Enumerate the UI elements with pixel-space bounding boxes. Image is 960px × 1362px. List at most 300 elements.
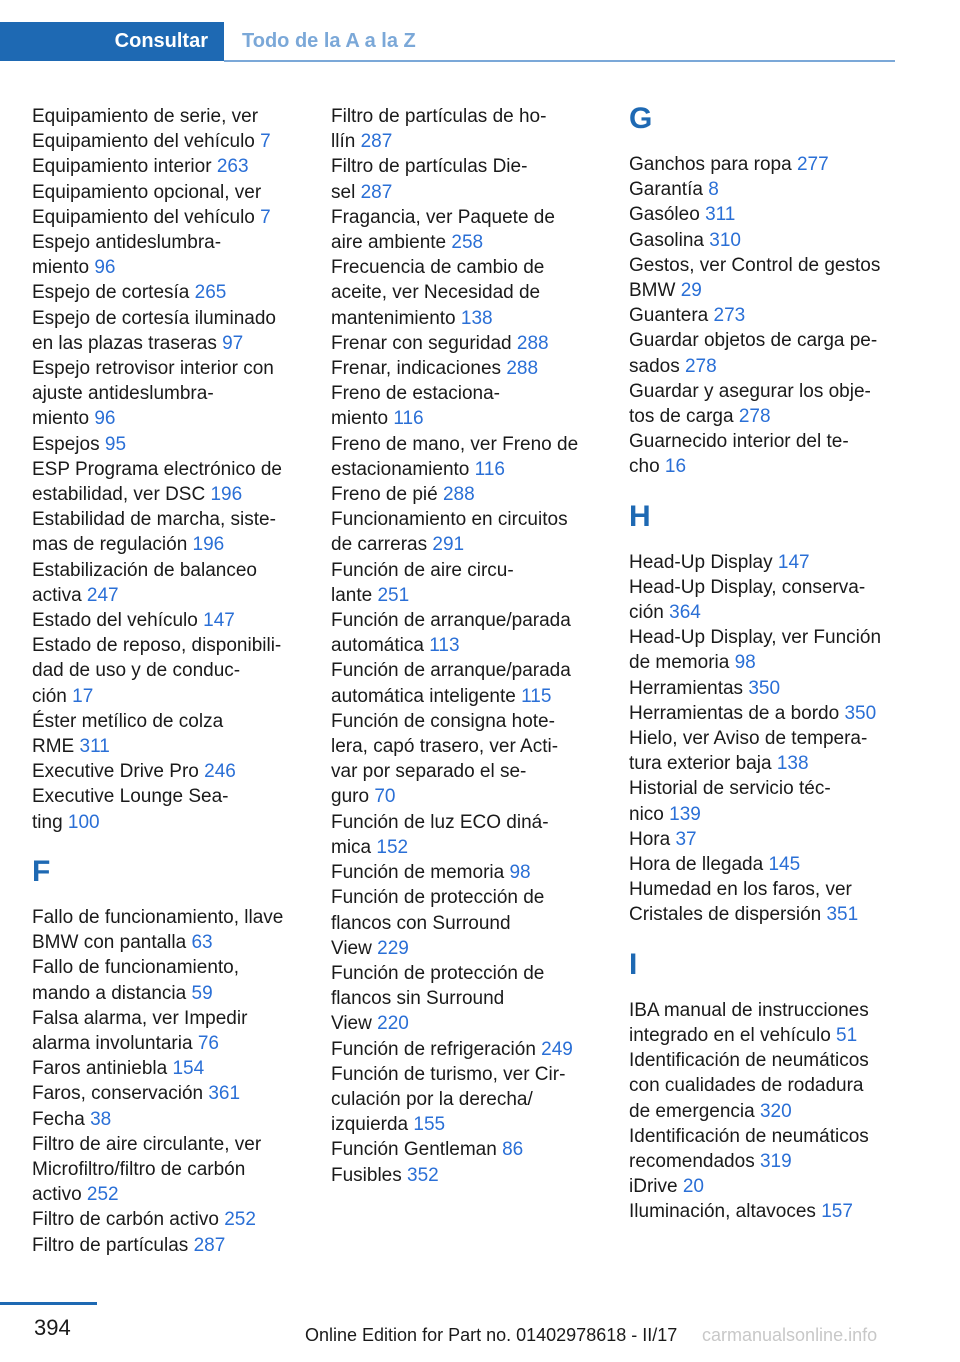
section-letter: I	[629, 947, 638, 981]
index-entry-label: estabilidad, ver DSC	[32, 484, 206, 506]
page-reference-link[interactable]: 310	[709, 229, 741, 251]
index-entry	[32, 356, 302, 432]
index-entry-text	[32, 280, 302, 305]
page-reference-link[interactable]: 115	[521, 685, 552, 707]
index-entry-text	[32, 1207, 302, 1232]
index-entry	[32, 432, 302, 457]
page-reference-link[interactable]: 155	[413, 1114, 446, 1136]
index-entry	[331, 860, 601, 885]
index-entry-text	[32, 457, 302, 482]
page-reference-link[interactable]: 138	[776, 753, 809, 775]
index-entry	[629, 1124, 899, 1174]
index-entry-text	[331, 961, 601, 986]
index-entry	[629, 575, 899, 625]
index-entry-text	[331, 331, 601, 356]
index-entry-text	[331, 608, 601, 633]
index-entry	[331, 331, 601, 356]
index-entry-label: estacionamiento	[331, 458, 470, 480]
index-entry-text	[32, 507, 302, 532]
page-reference-link[interactable]: 17	[72, 685, 94, 707]
index-entry-label: Identificación de neumáticos	[629, 1125, 869, 1147]
page-reference-link[interactable]: 258	[451, 232, 484, 254]
index-entry-label: lera, capó trasero, ver Acti-	[331, 736, 559, 758]
index-entry-text	[629, 152, 899, 177]
index-entry	[331, 482, 601, 507]
index-entry	[32, 507, 302, 557]
index-entry	[32, 558, 302, 608]
page-reference-link[interactable]: 59	[191, 982, 213, 1004]
index-entry-text	[331, 482, 601, 507]
section-letter: G	[629, 102, 653, 135]
index-entry	[32, 1233, 302, 1258]
page-reference-link[interactable]: 97	[222, 332, 244, 354]
index-entry-text	[629, 827, 899, 852]
index-entry-text	[629, 228, 899, 253]
index-entry-label: Espejo de cortesía iluminado	[32, 307, 276, 329]
index-entry-label: guro	[331, 786, 370, 808]
index-entry-text	[629, 751, 899, 776]
index-entry-label: Filtro de partículas de ho-	[331, 106, 547, 127]
index-entry-label: Humedad en los faros, ver	[629, 879, 852, 901]
index-entry-label: lante	[331, 584, 373, 606]
tab-todo-de-la-a-a-la-z[interactable]: Todo de la A a la Z	[242, 30, 416, 52]
index-entry-text	[32, 381, 302, 406]
index-entry	[32, 457, 302, 507]
index-entry-text	[32, 306, 302, 331]
index-entry	[331, 104, 601, 154]
index-entry	[32, 633, 302, 709]
index-entry	[629, 998, 899, 1048]
index-entry-text	[32, 406, 302, 431]
index-entry-text	[32, 810, 302, 835]
index-entry-label: Función de protección de	[331, 962, 545, 984]
index-entry-text	[331, 104, 601, 129]
index-entry-text	[32, 331, 302, 356]
index-entry-text	[629, 802, 899, 827]
page-reference-link[interactable]: 98	[734, 652, 756, 674]
page-reference-link[interactable]: 147	[777, 551, 810, 573]
index-entry-text	[331, 810, 601, 835]
index-entry	[32, 905, 302, 955]
index-entry-label: IBA manual de instrucciones	[629, 999, 869, 1021]
index-entry-text	[629, 278, 899, 303]
index-entry	[32, 306, 302, 356]
page-reference-link[interactable]: 251	[377, 584, 410, 606]
index-entry-text	[331, 1087, 601, 1112]
page-reference-link[interactable]: 51	[836, 1024, 858, 1046]
page-reference-link[interactable]: 138	[460, 307, 493, 329]
index-entry-label: Fragancia, ver Paquete de	[331, 206, 555, 228]
index-column-1	[32, 104, 302, 1258]
index-entry-label: Frenar con seguridad	[331, 332, 512, 354]
index-entry-text	[32, 734, 302, 759]
index-entry-label: con cualidades de rodadura	[629, 1075, 864, 1097]
index-entry-text	[331, 356, 601, 381]
page-reference-link[interactable]: 100	[67, 811, 100, 833]
index-entry-text	[331, 255, 601, 280]
index-entry	[331, 709, 601, 810]
index-entry-label: Faros antiniebla	[32, 1058, 168, 1080]
page-reference-link[interactable]: 145	[768, 854, 801, 876]
page-reference-link[interactable]: 249	[541, 1038, 573, 1060]
index-entry-text	[331, 406, 601, 431]
page-reference-link[interactable]: 86	[502, 1139, 524, 1161]
index-entry-text	[629, 998, 899, 1023]
page-reference-link[interactable]: 350	[748, 677, 781, 699]
index-entry-label: sel	[331, 181, 356, 203]
index-entry-label: activa	[32, 584, 82, 606]
index-entry	[331, 1062, 601, 1138]
page-reference-link[interactable]: 361	[208, 1083, 241, 1105]
index-entry	[629, 877, 899, 927]
page-reference-link[interactable]: 139	[669, 803, 701, 825]
index-entry-label: Filtro de aire circulante, ver	[32, 1133, 262, 1155]
page-reference-link[interactable]: 220	[377, 1013, 409, 1035]
index-entry-label: Iluminación, altavoces	[629, 1201, 816, 1223]
index-entry-text	[331, 734, 601, 759]
index-entry-label: Cristales de dispersión	[629, 904, 822, 926]
index-entry-label: culación por la derecha/	[331, 1088, 533, 1110]
index-entry	[331, 1163, 601, 1188]
index-entry-text	[331, 306, 601, 331]
index-entry-text	[32, 1006, 302, 1031]
index-entry-label: Freno de mano, ver Freno de	[331, 433, 579, 455]
index-entry	[629, 827, 899, 852]
index-column-2	[331, 104, 601, 1188]
page-reference-link[interactable]: 196	[192, 534, 225, 556]
page-reference-link[interactable]: 278	[684, 355, 717, 377]
index-entry-label: Gasolina	[629, 229, 704, 251]
index-entry-text	[32, 1031, 302, 1056]
index-entry-label: Filtro de partículas Die-	[331, 156, 528, 178]
index-entry	[331, 558, 601, 608]
page-reference-link[interactable]: 319	[759, 1150, 792, 1172]
page-reference-link[interactable]: 252	[224, 1209, 256, 1231]
index-entry	[32, 180, 302, 230]
page-reference-link[interactable]: 157	[821, 1201, 853, 1223]
page-reference-link[interactable]: 147	[203, 610, 235, 632]
index-entry-text	[331, 1062, 601, 1087]
index-entry-text	[331, 860, 601, 885]
index-entry	[629, 253, 899, 303]
index-entry-label: Estabilización de balanceo	[32, 559, 257, 581]
page-reference-link[interactable]: 116	[474, 458, 505, 480]
page-reference-link[interactable]: 265	[194, 282, 227, 304]
index-entry-label: Herramientas de a bordo	[629, 702, 840, 724]
index-entry	[331, 1037, 601, 1062]
index-entry-text	[331, 709, 601, 734]
index-entry	[32, 280, 302, 305]
index-entry	[32, 154, 302, 179]
index-entry-label: Espejo retrovisor interior con	[32, 358, 274, 380]
index-entry-text	[629, 202, 899, 227]
index-entry-text	[331, 986, 601, 1011]
index-entry-text	[331, 911, 601, 936]
index-entry-text	[629, 328, 899, 353]
page-reference-link[interactable]: 95	[104, 433, 127, 455]
page-reference-link[interactable]: 288	[506, 358, 539, 380]
page-reference-link[interactable]: 63	[191, 932, 213, 954]
index-entry-text	[32, 129, 302, 154]
index-entry-label: Head-Up Display	[629, 551, 773, 573]
index-entry	[331, 1137, 601, 1162]
index-entry-label: Hora	[629, 828, 671, 850]
index-entry-text	[629, 575, 899, 600]
page-reference-link[interactable]: 246	[204, 761, 236, 783]
index-entry-label: ción	[629, 602, 664, 624]
tab-consultar[interactable]: Consultar	[0, 22, 224, 61]
page-reference-link[interactable]: 8	[708, 179, 719, 201]
page-reference-link[interactable]: 116	[393, 408, 424, 430]
index-entry-text	[629, 177, 899, 202]
index-entry-label: Guarnecido interior del te-	[629, 431, 849, 453]
page-reference-link[interactable]: 288	[442, 484, 475, 506]
index-entry-label: aire ambiente	[331, 232, 447, 254]
page-reference-link[interactable]: 252	[86, 1184, 119, 1206]
page-reference-link[interactable]: 113	[429, 635, 460, 657]
page-reference-link[interactable]: 76	[197, 1032, 219, 1054]
index-entry	[629, 429, 899, 479]
index-entry-text	[331, 885, 601, 910]
index-entry-label: var por separado el se-	[331, 761, 527, 783]
index-entry-text	[32, 658, 302, 683]
index-entry-label: View	[331, 937, 372, 959]
index-entry-text	[32, 759, 302, 784]
index-entry	[32, 784, 302, 834]
index-entry-label: Estado del vehículo	[32, 610, 198, 632]
index-entry-text	[331, 936, 601, 961]
page-reference-link[interactable]: 96	[94, 408, 116, 430]
index-entry-label: Executive Drive Pro	[32, 761, 199, 783]
index-entry	[32, 1207, 302, 1232]
page-reference-link[interactable]: 288	[516, 332, 549, 354]
index-entry-label: Historial de servicio téc-	[629, 778, 831, 800]
index-entry-text	[629, 1149, 899, 1174]
index-entry-label: Función de refrigeración	[331, 1038, 536, 1060]
index-entry-label: Fecha	[32, 1108, 85, 1130]
index-entry-text	[32, 1107, 302, 1132]
index-entry-label: mantenimiento	[331, 307, 456, 329]
edition-note: Online Edition for Part no. 01402978618 - II/17	[305, 1325, 678, 1345]
index-entry-label: llín	[331, 131, 356, 153]
index-entry-label: iDrive	[629, 1176, 678, 1198]
index-entry-label: Función de arranque/parada	[331, 660, 571, 682]
index-entry	[629, 328, 899, 378]
page-reference-link[interactable]: 351	[826, 904, 859, 926]
index-entry-label: integrado en el vehículo	[629, 1024, 831, 1046]
index-entry-text	[629, 902, 899, 927]
page-reference-link[interactable]: 16	[664, 456, 687, 478]
page-reference-link[interactable]: 7	[260, 206, 271, 228]
index-entry-label: Garantía	[629, 179, 703, 201]
index-entry-text	[331, 684, 601, 709]
index-entry-label: View	[331, 1013, 372, 1035]
index-entry-text	[331, 1163, 601, 1188]
section-letter: H	[629, 499, 651, 533]
index-entry-text	[32, 154, 302, 179]
index-entry-text	[331, 759, 601, 784]
index-entry-label: dad de uso y de conduc-	[32, 660, 241, 682]
page-reference-link[interactable]: 287	[360, 131, 393, 153]
index-entry-text	[331, 381, 601, 406]
index-entry-text	[32, 633, 302, 658]
index-entry-label: izquierda	[331, 1114, 409, 1136]
watermark: carmanualsonline.info	[702, 1325, 878, 1345]
index-entry-label: Frecuencia de cambio de	[331, 257, 545, 279]
index-entry-text	[331, 558, 601, 583]
page-reference-link[interactable]: 364	[669, 602, 701, 624]
index-entry-text	[32, 180, 302, 205]
index-entry-text	[32, 1081, 302, 1106]
index-entry-label: Estado de reposo, disponibili-	[32, 635, 282, 657]
index-entry-label: Función de arranque/parada	[331, 610, 571, 632]
page-reference-link[interactable]: 154	[172, 1058, 205, 1080]
page-reference-link[interactable]: 29	[680, 280, 702, 302]
page-reference-link[interactable]: 247	[86, 584, 119, 606]
index-entry-label: Equipamiento opcional, ver	[32, 181, 262, 203]
page-reference-link[interactable]: 352	[407, 1164, 439, 1186]
index-entry	[331, 885, 601, 961]
index-entry-label: Faros, conservación	[32, 1083, 204, 1105]
page-reference-link[interactable]: 98	[509, 862, 531, 884]
index-entry	[32, 709, 302, 759]
index-entry-label: Fallo de funcionamiento,	[32, 957, 240, 979]
index-column-3	[629, 104, 899, 1225]
index-entry-label: recomendados	[629, 1150, 755, 1172]
index-entry-label: tura exterior baja	[629, 753, 772, 775]
index-entry	[331, 205, 601, 255]
index-entry	[629, 379, 899, 429]
page-reference-link[interactable]: 277	[796, 154, 829, 175]
index-entry-text	[629, 600, 899, 625]
index-entry	[331, 961, 601, 1037]
index-entry-text	[32, 255, 302, 280]
index-entry-label: Guardar y asegurar los obje-	[629, 380, 871, 402]
index-entry-label: sados	[629, 355, 680, 377]
index-entry-text	[32, 1233, 302, 1258]
page-reference-link[interactable]: 311	[705, 204, 736, 226]
index-entry-label: de memoria	[629, 652, 730, 674]
index-entry	[331, 608, 601, 658]
index-entry-text	[32, 784, 302, 809]
index-entry-text	[629, 404, 899, 429]
index-entry	[629, 676, 899, 701]
index-entry	[629, 1174, 899, 1199]
index-entry-label: tos de carga	[629, 406, 734, 428]
page-reference-link[interactable]: 37	[675, 828, 697, 850]
index-entry-label: Espejo antideslumbra-	[32, 232, 222, 254]
page-reference-link[interactable]: 7	[260, 131, 271, 153]
index-entry-label: Guardar objetos de carga pe-	[629, 330, 878, 352]
index-entry-label: flancos con Surround	[331, 912, 511, 934]
index-entry-label: Executive Lounge Sea-	[32, 786, 229, 808]
index-entry-label: activo	[32, 1184, 82, 1206]
index-entry-label: Estabilidad de marcha, siste-	[32, 509, 276, 531]
index-entry-label: flancos sin Surround	[331, 988, 505, 1010]
footer-accent-bar	[0, 1302, 97, 1305]
page-reference-link[interactable]: 229	[377, 937, 409, 959]
index-entry-label: Funcionamiento en circuitos	[331, 509, 568, 531]
index-entry	[629, 625, 899, 675]
index-entry-label: Freno de estaciona-	[331, 383, 500, 405]
page-reference-link[interactable]: 320	[759, 1100, 792, 1122]
index-entry-label: Función de aire circu-	[331, 559, 514, 581]
page-reference-link[interactable]: 263	[216, 156, 249, 178]
page-reference-link[interactable]: 38	[90, 1108, 112, 1130]
index-entry	[32, 1132, 302, 1208]
index-entry	[32, 955, 302, 1005]
index-entry-label: Identificación de neumáticos	[629, 1050, 869, 1072]
page-reference-link[interactable]: 278	[738, 406, 771, 428]
index-entry	[331, 381, 601, 431]
index-entry	[629, 177, 899, 202]
index-entry-label: automática	[331, 635, 424, 657]
page-reference-link[interactable]: 287	[360, 181, 393, 203]
index-entry	[32, 104, 302, 154]
index-entry-text	[331, 230, 601, 255]
index-entry-label: ajuste antideslumbra-	[32, 383, 214, 405]
page-reference-link[interactable]: 20	[682, 1176, 704, 1198]
index-entry-text	[331, 280, 601, 305]
page-reference-link[interactable]: 70	[374, 786, 396, 808]
index-entry-text	[331, 658, 601, 683]
index-entry	[629, 776, 899, 826]
index-entry-text	[32, 205, 302, 230]
index-entry-text	[629, 1124, 899, 1149]
index-entry	[331, 154, 601, 204]
index-entry	[629, 228, 899, 253]
index-entry-label: RME	[32, 736, 75, 758]
index-entry-label: alarma involuntaria	[32, 1032, 193, 1054]
index-entry-text	[32, 432, 302, 457]
index-entry-label: automática inteligente	[331, 685, 516, 707]
index-entry-text	[629, 429, 899, 454]
page-reference-link[interactable]: 287	[193, 1234, 226, 1256]
index-entry-text	[32, 558, 302, 583]
index-entry-label: BMW con pantalla	[32, 932, 187, 954]
index-entry	[331, 255, 601, 331]
index-entry-label: Función Gentleman	[331, 1139, 497, 1161]
index-entry	[629, 303, 899, 328]
index-entry-label: Equipamiento del vehículo	[32, 206, 255, 228]
index-entry-text	[331, 432, 601, 457]
index-entry-label: Función de consigna hote-	[331, 710, 555, 732]
index-entry-label: Fusibles	[331, 1164, 402, 1186]
index-entry-text	[629, 379, 899, 404]
index-entry-text	[32, 709, 302, 734]
index-entry-label: Frenar, indicaciones	[331, 358, 502, 380]
page-reference-link[interactable]: 350	[844, 702, 877, 724]
index-entry-text	[32, 1132, 302, 1157]
index-entry-text	[629, 726, 899, 751]
index-entry-text	[629, 1199, 899, 1224]
index-entry-label: mica	[331, 836, 372, 858]
page-reference-link[interactable]: 311	[79, 736, 110, 758]
index-entry-label: Fallo de funcionamiento, llave	[32, 906, 284, 928]
index-entry-text	[331, 1037, 601, 1062]
page-reference-link[interactable]: 291	[432, 534, 465, 556]
page-reference-link[interactable]: 273	[713, 305, 746, 327]
page-reference-link[interactable]: 152	[376, 836, 409, 858]
index-entry-label: ting	[32, 811, 63, 833]
page-reference-link[interactable]: 96	[94, 257, 116, 279]
index-entry-label: de emergencia	[629, 1100, 755, 1122]
page-reference-link[interactable]: 196	[210, 484, 243, 506]
index-entry-text	[629, 1099, 899, 1124]
index-entry-label: Función de luz ECO diná-	[331, 811, 549, 833]
index-entry-text	[32, 930, 302, 955]
index-entry-text	[32, 608, 302, 633]
